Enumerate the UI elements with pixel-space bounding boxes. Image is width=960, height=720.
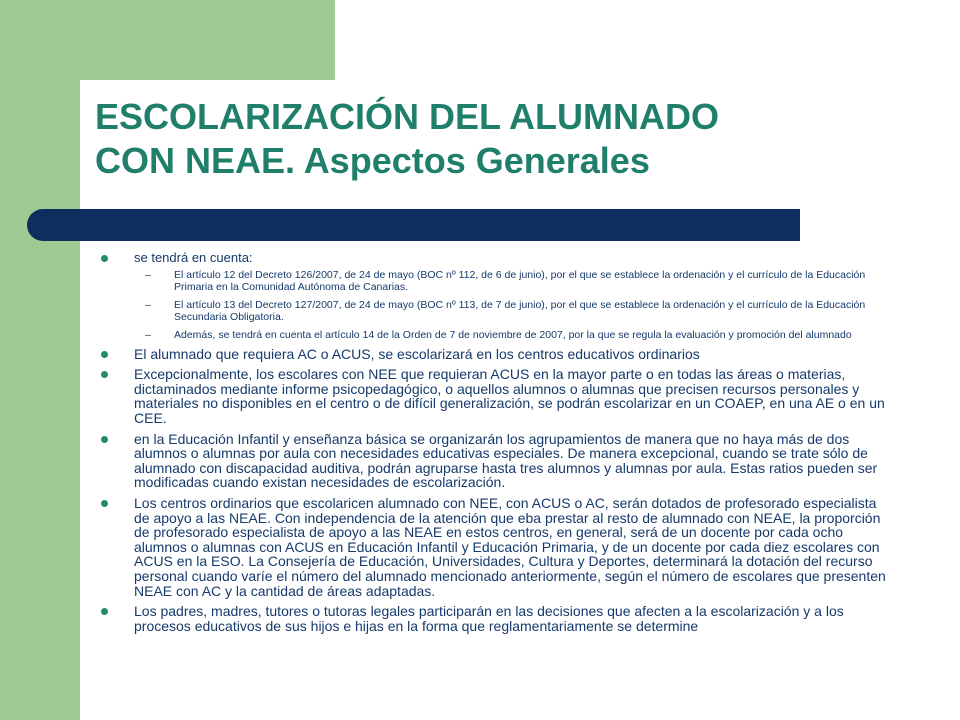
sub-bullet-text: El artículo 13 del Decreto 127/2007, de 24 de mayo (BOC nº 113, de 7 de junio), por el que se establece la ordenación y el currículo de la Educación Secundaria Obligatoria. — [174, 298, 866, 323]
bullet-item — [100, 496, 892, 598]
slide-title — [95, 95, 915, 183]
sub-bullet-item — [100, 299, 892, 323]
bullet-text: El alumnado que requiera AC o ACUS, se escolarizará en los centros educativos ordinarios — [134, 345, 700, 362]
bullet-item — [100, 251, 892, 266]
dash-icon: – — [145, 298, 151, 311]
sub-bullet-item — [100, 269, 892, 293]
bullet-text: Excepcionalmente, los escolares con NEE que requieran ACUS en la mayor parte o en todas las áreas o materias, dictaminados mediante informe psicopedagógico, o aquellos alumnos o alumnas que precisen recursos personales y materiales no disponibles en el centro o de difícil generalización, se podrán escolarizar en un COAEP, en una AE o en un CEE. — [134, 366, 885, 426]
bullet-dot-icon — [101, 371, 108, 378]
bullet-dot-icon — [101, 608, 108, 615]
bullet-dot-icon — [101, 255, 108, 262]
bullet-dot-icon — [101, 436, 108, 443]
sub-bullet-text: Además, se tendrá en cuenta el artículo 14 de la Orden de 7 de noviembre de 2007, por la que se regula la evaluación y promoción del alumnado — [174, 328, 852, 341]
bullet-text: se tendrá en cuenta: — [134, 250, 253, 265]
slide-body — [100, 251, 892, 639]
bullet-item — [100, 347, 892, 362]
dash-icon: – — [145, 268, 151, 281]
dash-icon: – — [145, 328, 151, 341]
sub-bullet-item — [100, 329, 892, 341]
bullet-item — [100, 604, 892, 633]
bullet-item — [100, 432, 892, 490]
bullet-item — [100, 367, 892, 425]
bullet-text: Los padres, madres, tutores o tutoras legales participarán en las decisiones que afecten a la escolarización y a los procesos educativos de sus hijos e hijas en la forma que reglamentariamente se determine — [134, 603, 844, 634]
sub-bullet-text: El artículo 12 del Decreto 126/2007, de 24 de mayo (BOC nº 112, de 6 de junio), por el que se establece la ordenación y el currículo de la Educación Primaria en la Comunidad Autónoma de Canarias. — [174, 268, 866, 293]
green-side-strip — [0, 0, 80, 720]
title-line-1: ESCOLARIZACIÓN DEL ALUMNADO — [95, 96, 719, 137]
bullet-dot-icon — [101, 500, 108, 507]
title-line-2: CON NEAE. Aspectos Generales — [95, 140, 650, 181]
bullet-text: Los centros ordinarios que escolaricen alumnado con NEE, con ACUS o AC, serán dotados de profesorado especialista de apoyo a las NEAE. Con independencia de la atención que eba prestar al resto de alumnado con NEAE, la proporción de profesorado especialista de apoyo a las NEAE en estos centros, en general, será de un docente por cada ocho alumnos o alumnas con ACUS en Educación Infantil y Educación Primaria, y de un docente por cada diez escolares con ACUS en la ESO. La Consejería de Educación, Universidades, Cultura y Deportes, determinará la dotación del recurso personal cuando varíe el número del alumnado mencionado anteriormente, según el número de escolares que presenten NEAE con AC y la cantidad de áreas adaptadas. — [134, 494, 886, 599]
title-underline-bar — [27, 209, 800, 241]
green-top-block — [0, 0, 335, 80]
bullet-text: en la Educación Infantil y enseñanza básica se organizarán los agrupamientos de manera que no haya más de dos alumnos o alumnas por aula con necesidades educativas especiales. De manera excepcional, cuando se trate sólo de alumnado con discapacidad auditiva, podrán agruparse hasta tres alumnos y alumnas por aula. Estas ratios pueden ser modificadas cuando existan necesidades de escolarización. — [134, 430, 878, 491]
bullet-dot-icon — [101, 351, 108, 358]
